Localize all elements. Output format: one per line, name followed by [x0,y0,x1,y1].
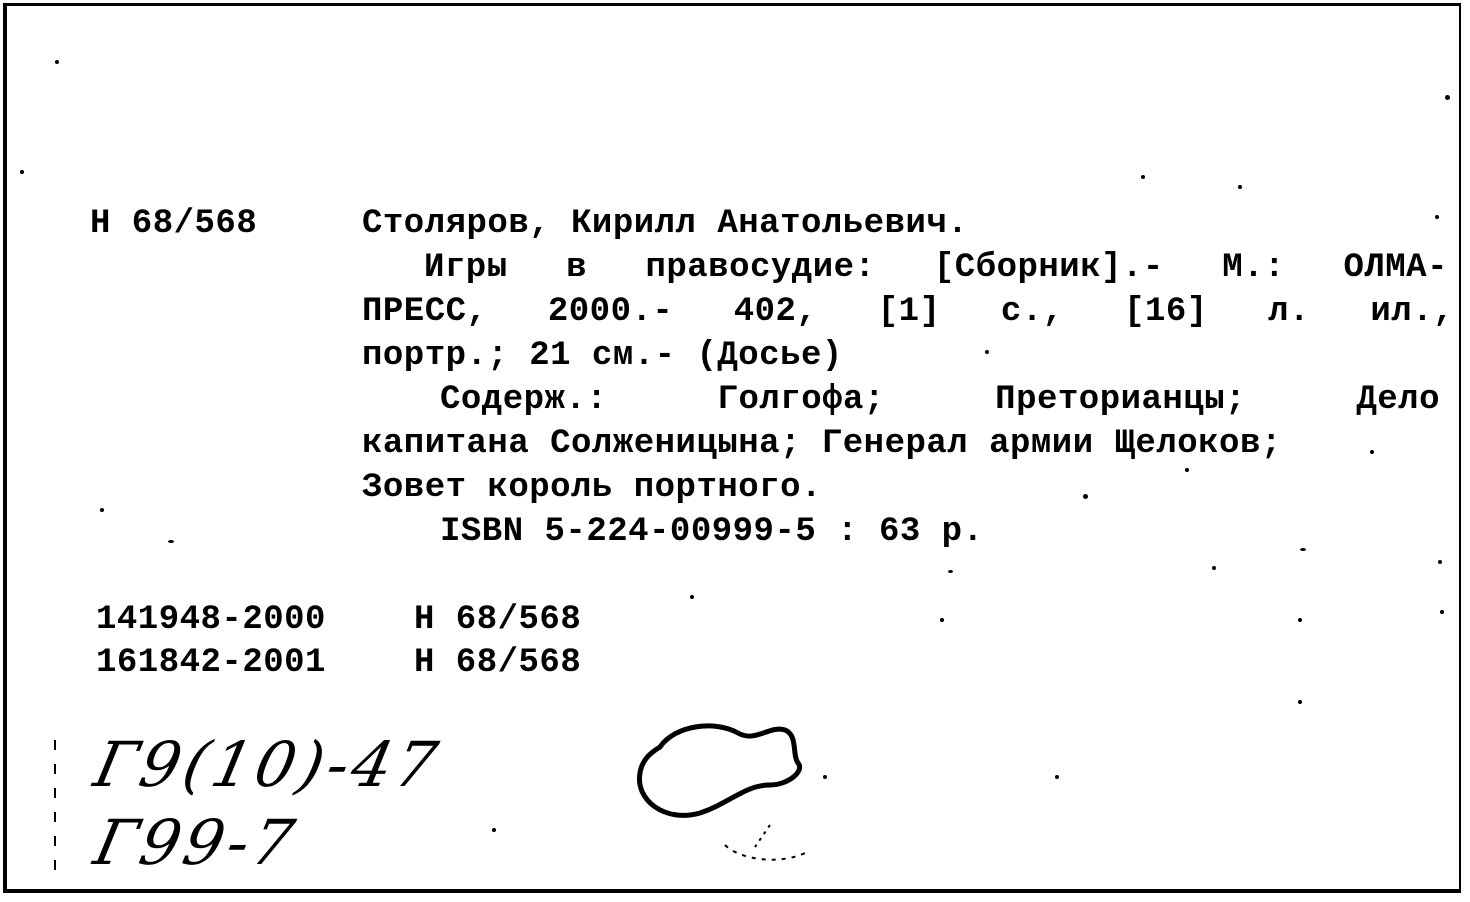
scan-speck [985,350,989,354]
scan-speck [1083,494,1088,499]
scan-speck [1141,175,1145,179]
title-line-1: Игры в правосудие: [Сборник].- М.: ОЛМА- [424,249,1448,287]
scan-speck [168,540,174,543]
scan-speck [1438,560,1442,564]
scan-speck [1212,566,1216,570]
call-number: Н 68/568 [90,205,258,243]
scan-speck [1300,548,1306,551]
scan-speck [1238,185,1242,189]
handwritten-class-2: Г99-7 [88,806,305,879]
scan-speck [1370,450,1374,454]
scan-speck [55,60,59,64]
scan-speck [492,828,496,832]
scan-speck [100,508,104,512]
holding-inventory: 161842-2001 [96,644,326,682]
scan-speck [940,618,944,622]
scan-speck [20,170,24,174]
author-heading: Столяров, Кирилл Анатольевич. [362,205,969,243]
scan-speck [1055,775,1059,779]
scan-speck [948,570,953,573]
holding-shelf: Н 68/568 [414,644,582,682]
scan-speck [823,775,827,779]
handwritten-class-1: Г9(10)-47 [88,728,448,801]
contents-line-1: Содерж.: Голгофа; Преторианцы; Дело [440,381,1440,419]
edge-marks [50,740,60,880]
title-line-3: портр.; 21 см.- (Досье) [362,337,843,375]
holding-shelf: Н 68/568 [414,601,582,639]
holding-inventory: 141948-2000 [96,601,326,639]
scan-speck [1435,215,1439,219]
contents-line-2: капитана Солженицына; Генерал армии Щелоков; [362,425,1282,463]
scan-speck [1440,610,1444,614]
contents-line-3: Зовет король портного. [362,469,822,507]
title-line-2: ПРЕСС, 2000.- 402, [1] с., [16] л. ил., [362,293,1454,331]
scan-speck [1185,468,1189,472]
stamp-outline-icon [620,705,820,885]
scan-speck [1298,618,1302,622]
isbn-line: ISBN 5-224-00999-5 : 63 р. [440,513,984,551]
scan-speck [1298,700,1302,704]
scan-speck [690,595,694,599]
scan-speck [1445,95,1450,100]
